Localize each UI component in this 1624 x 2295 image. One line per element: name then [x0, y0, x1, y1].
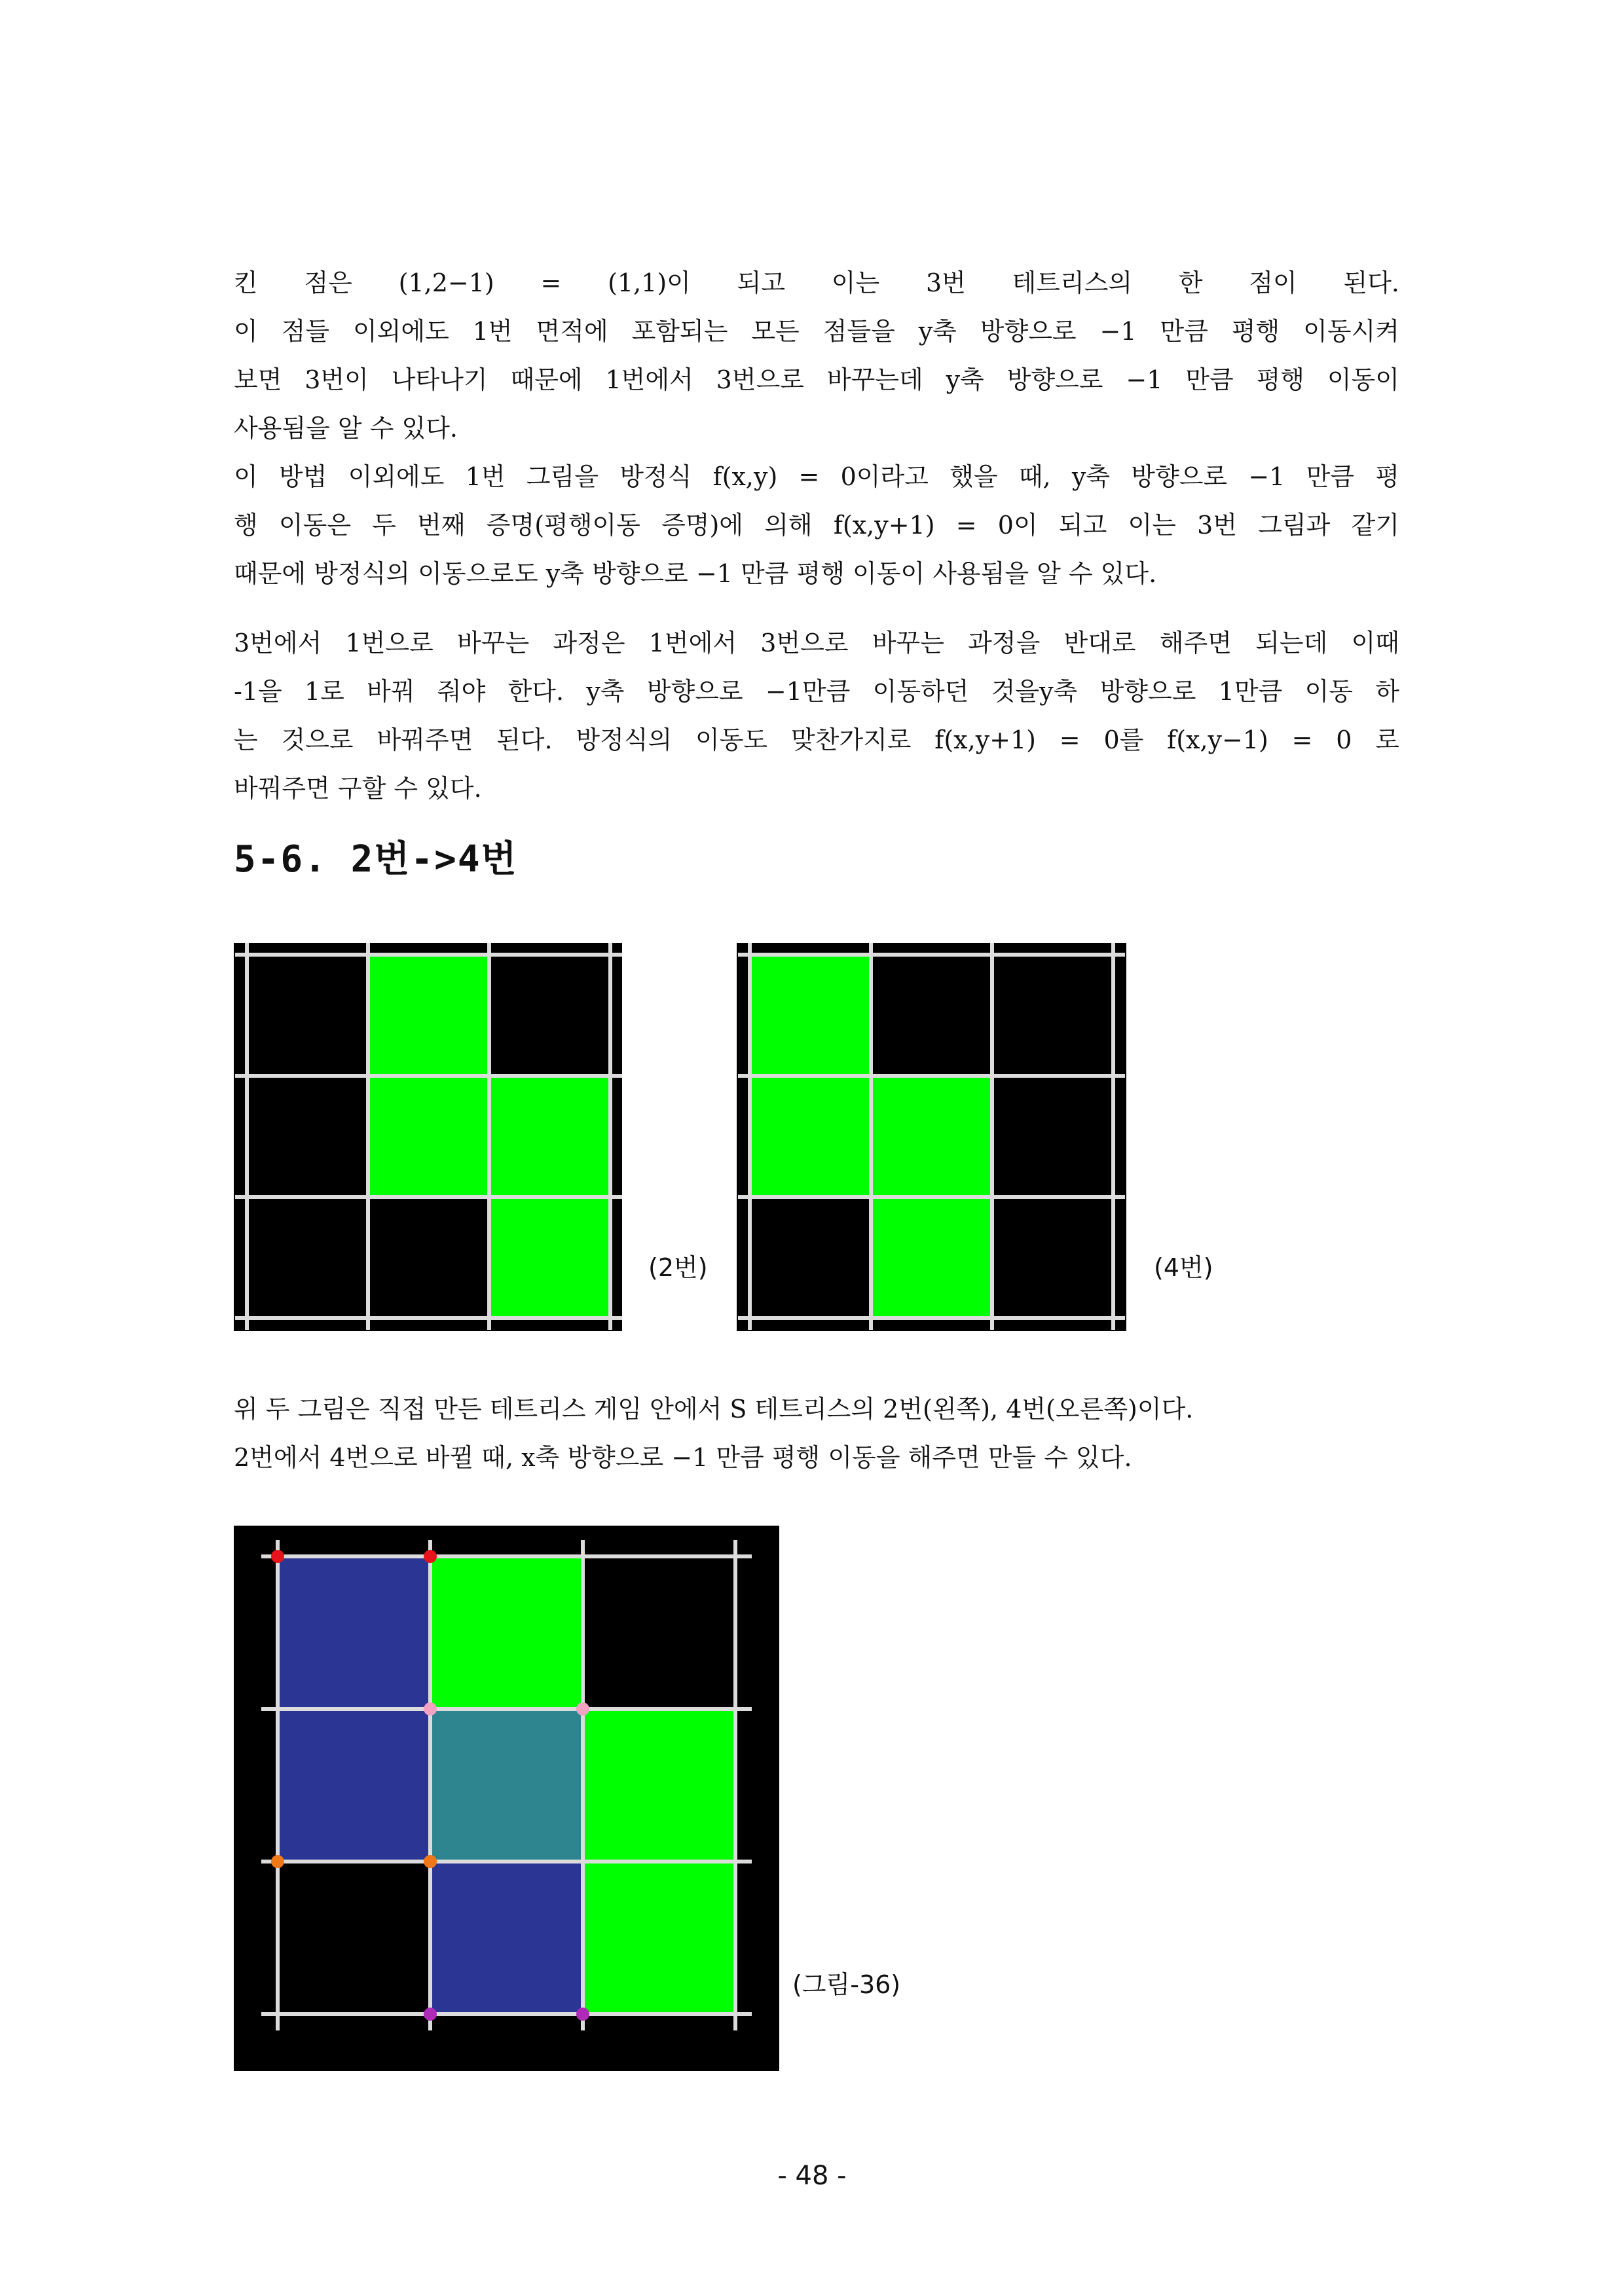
tetris-figure-2 — [234, 943, 622, 1331]
grid-svg — [737, 943, 1126, 1331]
grid-cell — [583, 1556, 735, 1709]
text-line: 이 방법 이외에도 1번 그림을 방정식 f(x,y) = 0이라고 했을 때, y축 방향으로 −1 만큼 평 — [234, 462, 1399, 491]
grid-cell — [247, 955, 368, 1076]
grid-cell — [247, 1076, 368, 1197]
text-line: 는 것으로 바꿔주면 된다. 방정식의 이동도 맞찬가지로 f(x,y+1) = 0를 f(x,y−1) = 0 로 — [234, 725, 1399, 754]
grid-cell — [368, 1076, 489, 1197]
grid-cell — [430, 1709, 583, 1862]
vertex-dot — [424, 1855, 437, 1868]
grid-cell — [489, 1197, 610, 1318]
figure-caption-2: (2번) — [648, 1253, 708, 1282]
vertex-dot — [271, 1550, 284, 1563]
vertex-dot — [424, 1702, 437, 1716]
text-line: 바꿔주면 구할 수 있다. — [234, 774, 482, 803]
grid-cell — [278, 1556, 430, 1709]
figure-caption-4: (4번) — [1154, 1253, 1213, 1282]
grid-cell — [871, 1197, 992, 1318]
text-line: 위 두 그림은 직접 만든 테트리스 게임 안에서 S 테트리스의 2번(왼쪽), 4번(오른쪽)이다. — [234, 1395, 1194, 1423]
grid-cell — [992, 955, 1113, 1076]
tetris-figure-4 — [737, 943, 1126, 1331]
paragraph-2 — [234, 619, 1399, 813]
grid-cell — [750, 955, 871, 1076]
grid-cell — [489, 955, 610, 1076]
page-number: - 48 - — [777, 2161, 847, 2191]
vertex-dot — [424, 2008, 437, 2021]
text-line: 이 점들 이외에도 1번 면적에 포함되는 모든 점들을 y축 방향으로 −1 만큼 평행 이동시켜 — [234, 317, 1399, 346]
grid-cell — [992, 1076, 1113, 1197]
section-heading: 5-6. 2번->4번 — [234, 838, 518, 881]
grid-cell — [368, 1197, 489, 1318]
grid-cell — [871, 955, 992, 1076]
grid-cell — [430, 1556, 583, 1709]
grid-cell — [992, 1197, 1113, 1318]
text-line: 보면 3번이 나타나기 때문에 1번에서 3번으로 바꾸는데 y축 방향으로 −1 만큼 평행 이동이 — [234, 365, 1399, 394]
grid-cell — [871, 1076, 992, 1197]
grid-svg — [234, 943, 622, 1331]
vertex-dot — [576, 1702, 589, 1716]
vertex-dot — [271, 1855, 284, 1868]
figure-caption-36: (그림-36) — [792, 1970, 901, 1999]
paragraph-3 — [234, 1385, 1399, 1482]
grid-cell — [278, 1709, 430, 1862]
grid-cell — [750, 1197, 871, 1318]
grid-cell — [583, 1862, 735, 2014]
grid-cell — [278, 1862, 430, 2014]
grid-cell — [247, 1197, 368, 1318]
text-line: 킨 점은 (1,2−1) = (1,1)이 되고 이는 3번 테트리스의 한 점이 된다. — [234, 268, 1399, 297]
grid-cell — [430, 1862, 583, 2014]
text-line: 때문에 방정식의 이동으로도 y축 방향으로 −1 만큼 평행 이동이 사용됨을 알 수 있다. — [234, 559, 1157, 588]
tetris-overlay-figure-36 — [234, 1526, 779, 2071]
paragraph-1 — [234, 259, 1399, 598]
grid-cell — [750, 1076, 871, 1197]
vertex-dot — [576, 2008, 589, 2021]
vertex-dot — [424, 1550, 437, 1563]
text-line: -1을 1로 바꿔 줘야 한다. y축 방향으로 −1만큼 이동하던 것을y축 방향으로 1만큼 이동 하 — [234, 677, 1399, 706]
text-line: 2번에서 4번으로 바뀔 때, x축 방향으로 −1 만큼 평행 이동을 해주면 만들 수 있다. — [234, 1443, 1132, 1472]
grid-cell — [368, 955, 489, 1076]
text-line: 행 이동은 두 번째 증명(평행이동 증명)에 의해 f(x,y+1) = 0이 되고 이는 3번 그림과 같기 — [234, 511, 1399, 540]
text-line: 사용됨을 알 수 있다. — [234, 414, 458, 443]
grid-cell — [583, 1709, 735, 1862]
text-line: 3번에서 1번으로 바꾸는 과정은 1번에서 3번으로 바꾸는 과정을 반대로 해주면 되는데 이때 — [234, 629, 1399, 657]
grid-svg — [234, 1526, 779, 2071]
grid-cell — [489, 1076, 610, 1197]
